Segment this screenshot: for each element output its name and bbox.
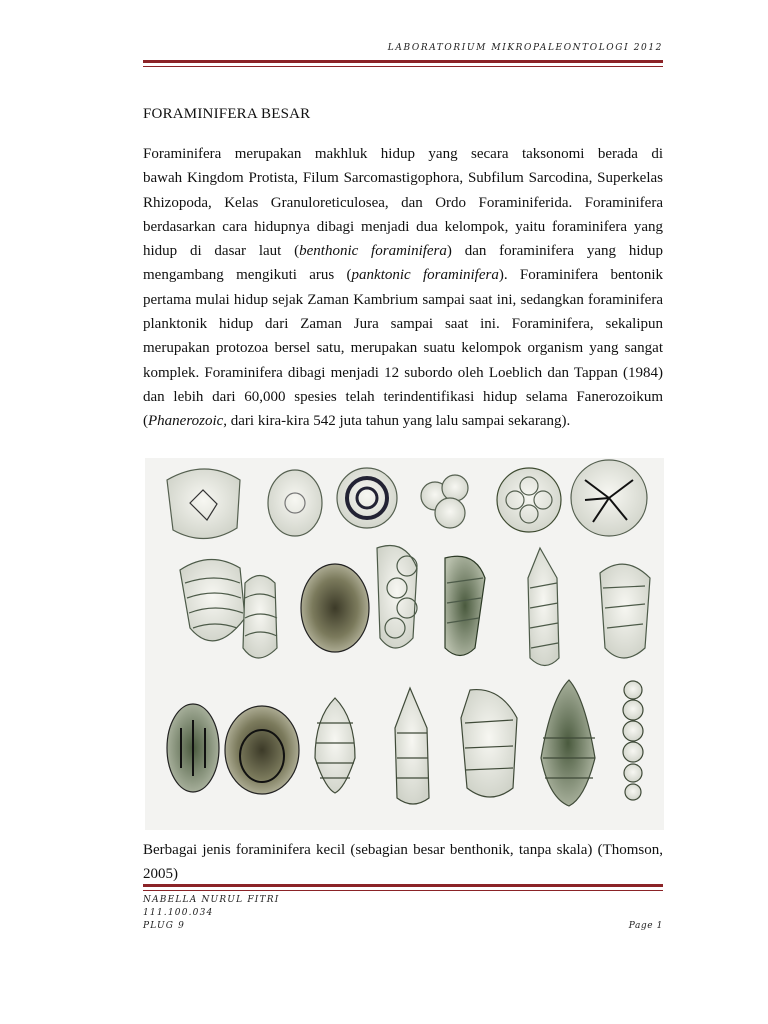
paragraph-line: dan lebih dari 60,000 spesies telah terindentifikasi hidup selama Fanerozoikum <box>143 388 663 405</box>
paragraph-line: berdasarkan cara hidupnya dibagi menjadi dua kelompok, yaitu foraminifera yang <box>143 218 663 235</box>
page-footer <box>143 894 663 933</box>
italic-term: panktonic foraminifera <box>351 267 499 284</box>
specimen-row-3 <box>167 680 643 806</box>
paragraph-line: Foraminifera merupakan makhluk hidup yang secara taksonomi berada di <box>143 146 663 162</box>
header-rule-thick <box>143 60 663 63</box>
italic-term: benthonic foraminifera <box>299 243 447 260</box>
paragraph-line: hidup di dasar laut (benthonic foraminifera) dan foraminifera yang hidup <box>143 243 663 260</box>
footer-rule-thin <box>143 890 663 891</box>
italic-term: Phanerozoic <box>148 413 224 430</box>
figure-caption <box>143 838 663 886</box>
running-header: LABORATORIUM MIKROPALEONTOLOGI 2012 <box>387 43 663 53</box>
header-rule-thin <box>143 66 663 67</box>
paragraph-line: pertama mulai hidup sejak Zaman Kambrium sampai saat ini, sedangkan foraminifera <box>143 291 663 308</box>
footer-rule-thick <box>143 884 663 887</box>
specimen-row-2 <box>180 546 650 666</box>
body-paragraph <box>143 142 663 434</box>
paragraph-line: komplek. Foraminifera dibagi menjadi 12 subordo oleh Loeblich dan Tappan (1984) <box>143 364 663 381</box>
page-number: Page 1 <box>628 921 663 931</box>
caption-line: 2005) <box>143 866 178 882</box>
student-id: 111.100.034 <box>143 908 214 918</box>
paragraph-line: planktonik hidup dari Zaman Jura sampai saat ini. Foraminifera, sekalipun <box>143 316 663 333</box>
specimen-row-1 <box>167 460 647 539</box>
paragraph-line: bawah Kingdom Protista, Filum Sarcomastigophora, Subfilum Sarcodina, Superkelas <box>143 170 663 187</box>
group-label: PLUG 9 <box>143 921 186 931</box>
caption-line: Berbagai jenis foraminifera kecil (sebagian besar benthonik, tanpa skala) (Thomson, <box>143 842 663 858</box>
paragraph-line: mengambang mengikuti arus (panktonic foraminifera). Foraminifera bentonik <box>143 267 663 284</box>
paragraph-line: merupakan protozoa bersel satu, merupakan suatu kelompok organism yang sangat <box>143 340 663 357</box>
author-name: NABELLA NURUL FITRI <box>143 895 280 905</box>
section-title: FORAMINIFERA BESAR <box>143 106 311 122</box>
foraminifera-illustration <box>145 458 664 830</box>
foraminifera-figure <box>145 458 664 830</box>
paragraph-line: (Phanerozoic, dari kira-kira 542 juta tahun yang lalu sampai sekarang). <box>143 413 571 430</box>
paragraph-line: Rhizopoda, Kelas Granuloreticulosea, dan Ordo Foraminiferida. Foraminifera <box>143 194 663 211</box>
